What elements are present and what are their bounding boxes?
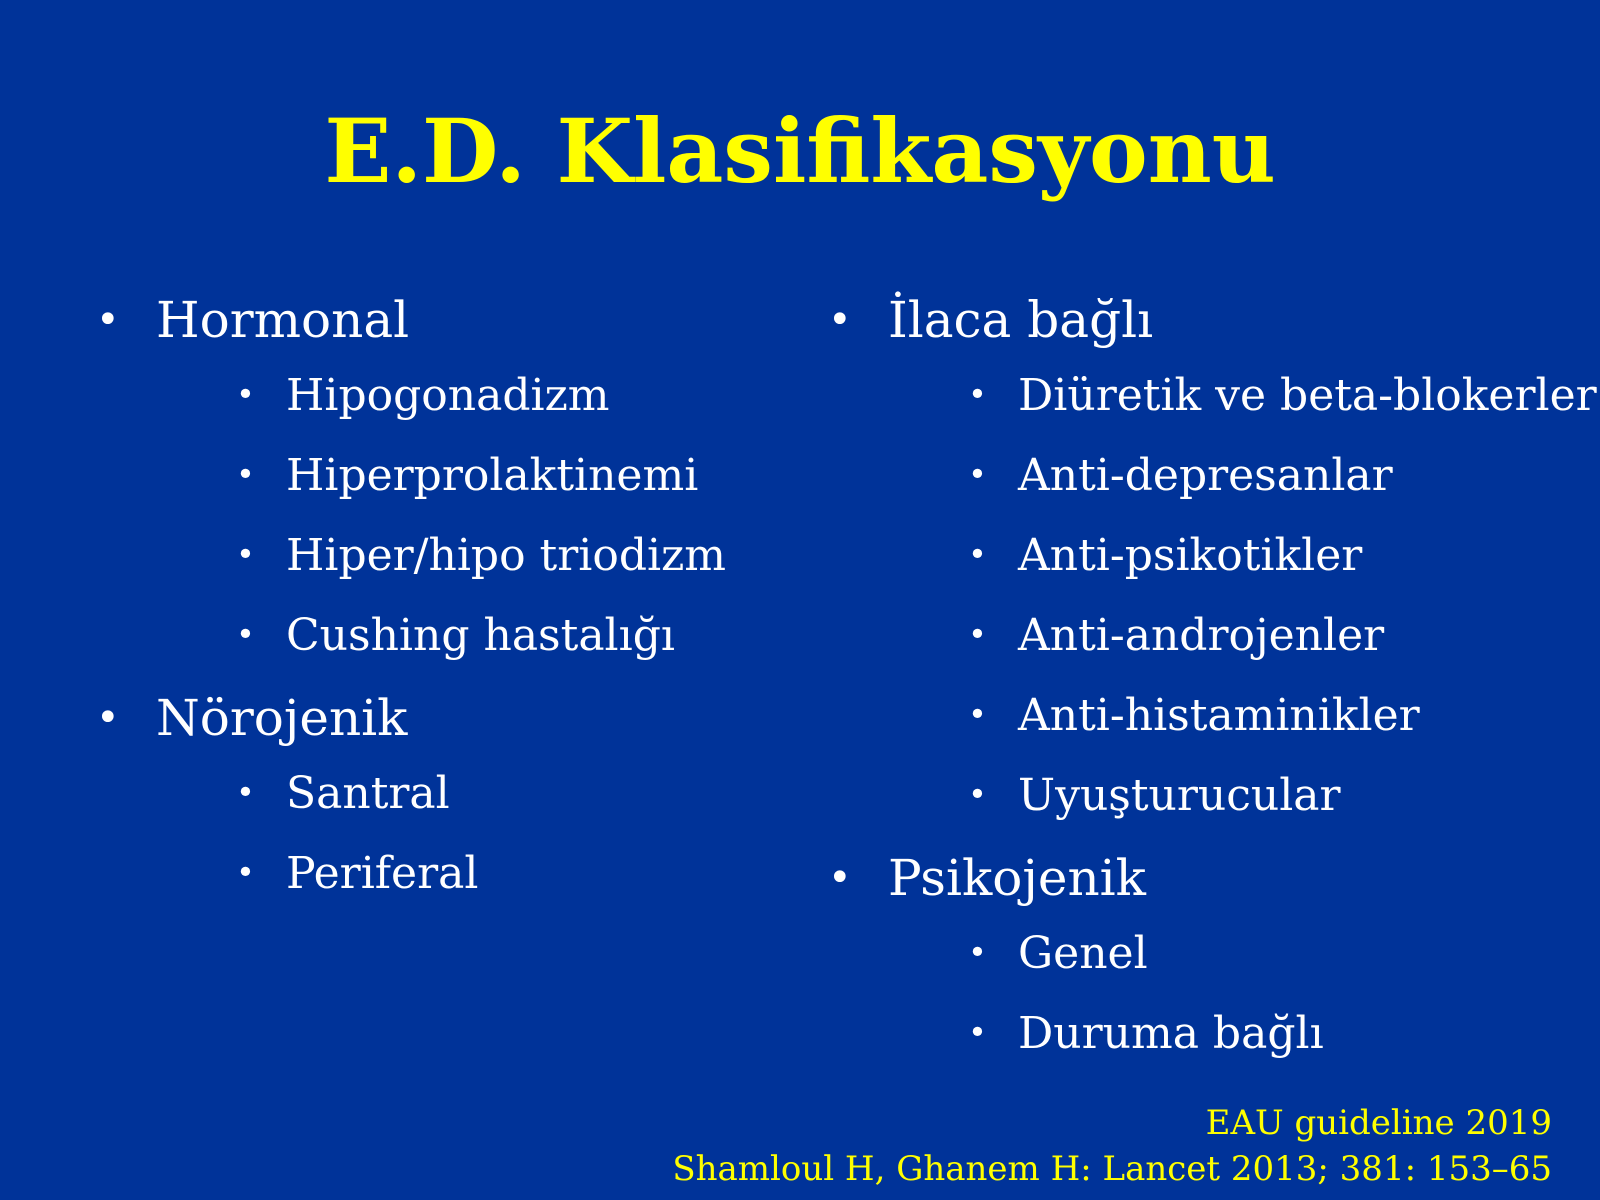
sub-bullet: • Duruma bağlı: [888, 1006, 1597, 1062]
bullet-hormonal: [96, 290, 726, 664]
sub-bullet: • Cushing hastalığı: [156, 608, 726, 664]
bullet-label: İlaca bağlı: [888, 291, 1154, 349]
bullet-list: [828, 290, 1597, 1062]
bullet-list: [96, 290, 726, 902]
sub-bullet: • Anti-psikotikler: [888, 528, 1597, 584]
bullet-label: Hormonal: [156, 291, 410, 349]
bullet-label: Nörojenik: [156, 689, 408, 747]
sub-bullet: • Uyuşturucular: [888, 768, 1597, 824]
sub-list-hormonal: [156, 368, 726, 664]
sub-bullet: • Anti-depresanlar: [888, 448, 1597, 504]
sub-list-psikojenik: [888, 926, 1597, 1062]
sub-bullet: • Genel: [888, 926, 1597, 982]
sub-bullet: • Anti-androjenler: [888, 608, 1597, 664]
references: [672, 1100, 1552, 1192]
sub-bullet: • Anti-histaminikler: [888, 688, 1597, 744]
bullet-ilaca-bagli: [828, 290, 1597, 824]
reference-line: EAU guideline 2019: [1205, 1103, 1552, 1143]
slide-title: E.D. Klasifikasyonu: [324, 99, 1276, 203]
bullet-label: Psikojenik: [888, 849, 1146, 907]
sub-bullet: • Hipogonadizm: [156, 368, 726, 424]
left-column: [96, 290, 726, 926]
bullet-psikojenik: [828, 848, 1597, 1062]
reference-line: Shamloul H, Ghanem H: Lancet 2013; 381: 153–65: [672, 1149, 1552, 1189]
sub-bullet: • Hiperprolaktinemi: [156, 448, 726, 504]
sub-list-norojenik: [156, 766, 726, 902]
sub-list-ilaca-bagli: [888, 368, 1597, 824]
sub-bullet: • Hiper/hipo triodizm: [156, 528, 726, 584]
sub-bullet: • Diüretik ve beta-blokerler: [888, 368, 1597, 424]
sub-bullet: • Periferal: [156, 846, 726, 902]
bullet-norojenik: [96, 688, 726, 902]
right-column: [828, 290, 1597, 1086]
sub-bullet: • Santral: [156, 766, 726, 822]
